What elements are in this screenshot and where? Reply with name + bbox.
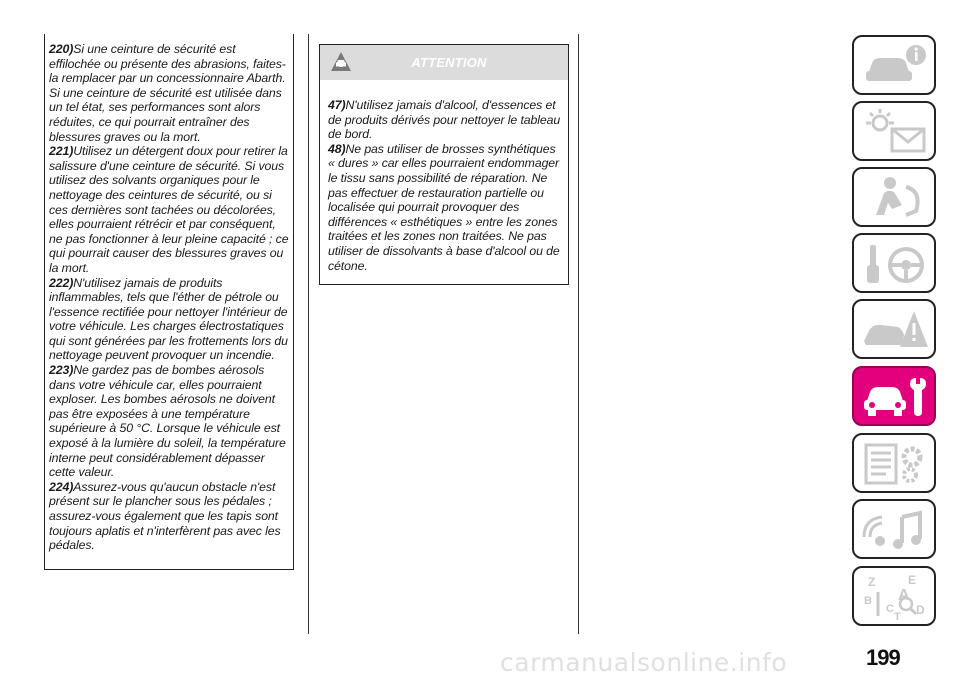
index-letter-z: Z: [868, 575, 876, 589]
tab-lights-message[interactable]: [852, 101, 936, 161]
index-letters-icon: [862, 574, 930, 620]
paragraph-221: 221)Utilisez un détergent doux pour retirer la salissure d'une ceinture de sécurité. Si vous utilisez des solvants organiques pour le nettoyage des ceintures de sécurité, ou si ces dernières sont tachées ou décolorées, elles pourraient rétrécir et par conséquent, ne pas fonctionner à leur pleine capacité ; ce qui pourrait causer des blessures graves ou la mort.: [49, 144, 289, 275]
paragraph-223: 223)Ne gardez pas de bombes aérosols dans votre véhicule car, elles pourraient exploser. Les bombes aérosols ne doivent pas être exposées à une température supérieure à 50 °C. Lorsque le véhicule est exposé à la lumière du soleil, la température interne peut considérablement dépasser cette valeur.: [49, 363, 286, 480]
multimedia-icon: [862, 507, 930, 553]
specs-gear-icon: [862, 441, 930, 487]
column-divider-2: [578, 34, 579, 634]
column-divider-1: [308, 34, 309, 634]
car-info-icon: [862, 43, 930, 89]
attention-header: [320, 45, 568, 80]
paragraph-48: 48)Ne pas utiliser de brosses synthétiques « dures » car elles pourraient endommager le tissu sans possibilité de réparation. Ne pas effectuer de restauration partielle ou localisée qui pourrait provoquer des différences « esthétiques » entre les zones traitées et les zones non traitées. Ne pas utiliser de dissolvants à base d'alcool ou de cétone.: [328, 141, 560, 273]
paragraph-222: 222)N'utilisez jamais de produits inflammables, tels que l'éther de pétrole ou l'essence rectifiée pour nettoyer l'intérieur de votre véhicule. Les charges électrostatiques qui sont générées par les frottements lors du nettoyage peuvent provoquer un incendie.: [49, 275, 288, 363]
index-letter-e: E: [908, 574, 917, 587]
index-letter-a: A: [898, 587, 910, 604]
tab-key-steering[interactable]: [852, 233, 936, 293]
tab-multimedia[interactable]: [852, 499, 936, 559]
index-letter-c: C: [886, 603, 894, 615]
attention-body: [320, 80, 568, 273]
tab-car-info[interactable]: [852, 35, 936, 95]
chapter-tabs: [852, 0, 960, 678]
left-text-column: [44, 34, 294, 570]
tab-car-wrench[interactable]: [852, 366, 936, 426]
watermark: carmanualsonline.info: [500, 648, 788, 677]
tab-seat-airbag[interactable]: [852, 167, 936, 227]
index-letter-d: D: [916, 603, 925, 617]
paragraph-220: 220)Si une ceinture de sécurité est effilochée ou présente des abrasions, faites-la remplacer par un concessionnaire Abarth. Si une ceinture de sécurité est utilisée dans un tel état, ses performances sont alors réduites, ce qui pourrait entraîner des blessures graves ou la mort.: [49, 42, 286, 144]
attention-box: [319, 44, 569, 285]
seat-airbag-icon: [862, 175, 930, 221]
paragraph-47: 47)N'utilisez jamais d'alcool, d'essences et de produits dérivés pour nettoyer le tableau de bord.: [328, 98, 561, 142]
lights-message-icon: [862, 109, 930, 155]
car-crash-warning-icon: [862, 307, 930, 353]
attention-title: ATTENTION: [411, 55, 487, 70]
index-letter-t: T: [894, 611, 901, 620]
car-wrench-icon: [862, 374, 930, 420]
paragraph-224: 224)Assurez-vous qu'aucun obstacle n'est présent sur le plancher sous les pédales ; assurez-vous également que les tapis sont toujours aplatis et n'interfèrent pas avec les pédales.: [49, 479, 281, 553]
tab-car-crash-warning[interactable]: [852, 299, 936, 359]
index-letter-b: B: [864, 595, 872, 607]
key-steering-icon: [862, 241, 930, 287]
tab-specs-gear[interactable]: [852, 433, 936, 493]
page-number: 199: [866, 645, 900, 670]
tab-index[interactable]: [852, 566, 936, 626]
